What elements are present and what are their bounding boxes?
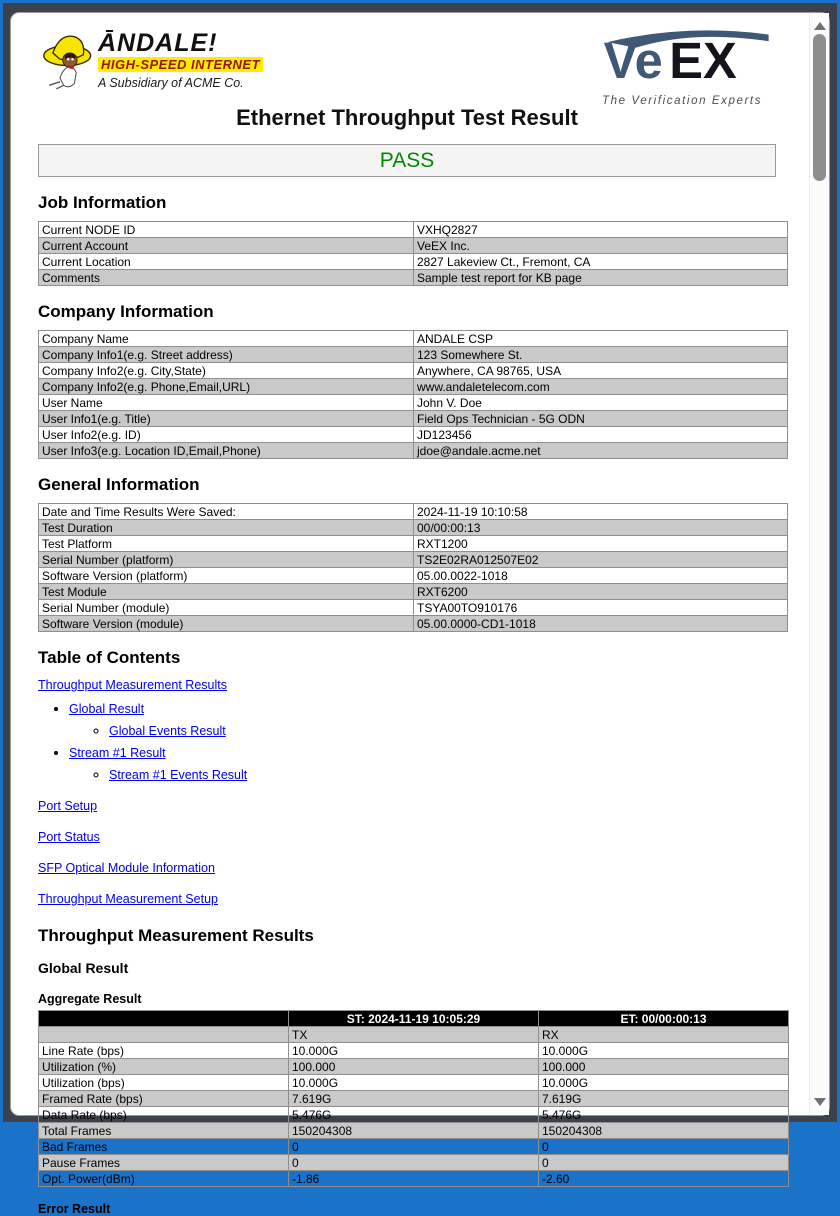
table-cell: Total Frames xyxy=(39,1123,289,1139)
table-cell: VXHQ2827 xyxy=(414,222,788,238)
table-cell: 05.00.0022-1018 xyxy=(414,568,788,584)
report-card xyxy=(10,12,830,1216)
status-banner xyxy=(38,144,776,177)
table-cell: Test Duration xyxy=(39,520,414,536)
table-cell: 10.000G xyxy=(539,1075,789,1091)
section-heading-company: Company Information xyxy=(38,302,214,321)
start-time-cell: ST: 2024-11-19 10:05:29 xyxy=(289,1011,539,1027)
andale-mouse-icon xyxy=(42,31,96,91)
toc-link-throughput-results[interactable]: Throughput Measurement Results xyxy=(38,678,227,692)
table-cell: 150204308 xyxy=(539,1123,789,1139)
veex-logo-icon xyxy=(602,29,774,89)
table-cell: Software Version (module) xyxy=(39,616,414,632)
table-cell: VeEX Inc. xyxy=(414,238,788,254)
table-cell: 0 xyxy=(539,1155,789,1171)
table-cell: Pause Frames xyxy=(39,1155,289,1171)
section-heading-toc: Table of Contents xyxy=(38,648,181,667)
table-cell: Current Account xyxy=(39,238,414,254)
table-cell: Serial Number (module) xyxy=(39,600,414,616)
table-cell: Software Version (platform) xyxy=(39,568,414,584)
table-cell: 5.476G xyxy=(289,1107,539,1123)
table-row xyxy=(39,568,788,584)
rx-column-header: RX xyxy=(539,1027,789,1043)
scroll-down-arrow-icon[interactable] xyxy=(814,1098,826,1106)
empty-header-cell xyxy=(39,1011,289,1027)
table-row xyxy=(39,254,788,270)
table-cell: User Name xyxy=(39,395,414,411)
table-row xyxy=(39,222,788,238)
table-cell: Company Info1(e.g. Street address) xyxy=(39,347,414,363)
table-row xyxy=(39,1043,789,1059)
table-cell: 2827 Lakeview Ct., Fremont, CA xyxy=(414,254,788,270)
table-row xyxy=(39,331,788,347)
table-cell: Utilization (%) xyxy=(39,1059,289,1075)
veex-tagline: The Verification Experts xyxy=(602,95,763,107)
toc-link-port-setup[interactable]: Port Setup xyxy=(38,799,98,813)
table-row xyxy=(39,552,788,568)
table-cell: Anywhere, CA 98765, USA xyxy=(414,363,788,379)
veex-logo xyxy=(602,29,774,107)
table-cell: 00/00:00:13 xyxy=(414,520,788,536)
table-cell: Data Rate (bps) xyxy=(39,1107,289,1123)
table-cell: -2.60 xyxy=(539,1171,789,1187)
table-cell: Current Location xyxy=(39,254,414,270)
table-cell: 2024-11-19 10:10:58 xyxy=(414,504,788,520)
company-information-table xyxy=(38,330,788,459)
table-cell: jdoe@andale.acme.net xyxy=(414,443,788,459)
table-cell: Comments xyxy=(39,270,414,286)
aggregate-time-header-row xyxy=(39,1011,789,1027)
table-row xyxy=(39,395,788,411)
table-row xyxy=(39,1091,789,1107)
table-cell: John V. Doe xyxy=(414,395,788,411)
subsection-heading-aggregate-result: Aggregate Result xyxy=(38,992,142,1006)
andale-name: ĀNDALE! xyxy=(98,29,218,57)
table-cell: 10.000G xyxy=(289,1075,539,1091)
toc-link-port-status[interactable]: Port Status xyxy=(38,830,100,844)
table-cell: 123 Somewhere St. xyxy=(414,347,788,363)
table-row xyxy=(39,1155,789,1171)
toc-link-throughput-setup[interactable]: Throughput Measurement Setup xyxy=(38,892,218,906)
table-cell: Company Name xyxy=(39,331,414,347)
table-cell: User Info1(e.g. Title) xyxy=(39,411,414,427)
table-cell: RXT6200 xyxy=(414,584,788,600)
general-information-table xyxy=(38,503,788,632)
empty-header-cell xyxy=(39,1027,289,1043)
table-row xyxy=(39,520,788,536)
table-row xyxy=(39,363,788,379)
table-cell: 10.000G xyxy=(289,1043,539,1059)
table-row xyxy=(39,1123,789,1139)
table-cell: ANDALE CSP xyxy=(414,331,788,347)
table-row xyxy=(39,443,788,459)
table-cell: 7.619G xyxy=(289,1091,539,1107)
table-row xyxy=(39,1107,789,1123)
table-cell: 7.619G xyxy=(539,1091,789,1107)
table-cell: Opt. Power(dBm) xyxy=(39,1171,289,1187)
table-of-contents xyxy=(38,676,776,908)
table-cell: Date and Time Results Were Saved: xyxy=(39,504,414,520)
andale-logo-text xyxy=(98,31,263,90)
subsection-heading-global-result: Global Result xyxy=(38,960,129,976)
table-cell: Sample test report for KB page xyxy=(414,270,788,286)
toc-link-sfp-optical-module[interactable]: SFP Optical Module Information xyxy=(38,861,215,875)
table-row xyxy=(39,504,788,520)
table-cell: JD123456 xyxy=(414,427,788,443)
table-cell: TSYA00TO910176 xyxy=(414,600,788,616)
table-cell: -1.86 xyxy=(289,1171,539,1187)
pass-status-text: PASS xyxy=(379,148,435,172)
table-row xyxy=(39,536,788,552)
table-cell: 05.00.0000-CD1-1018 xyxy=(414,616,788,632)
table-cell: 10.000G xyxy=(539,1043,789,1059)
table-cell: RXT1200 xyxy=(414,536,788,552)
table-row xyxy=(39,584,788,600)
table-row xyxy=(39,1075,789,1091)
table-row xyxy=(39,616,788,632)
svg-text:Ve: Ve xyxy=(603,31,663,89)
svg-text:EX: EX xyxy=(669,31,737,89)
table-cell: 0 xyxy=(289,1155,539,1171)
table-cell: 100.000 xyxy=(289,1059,539,1075)
aggregate-direction-header-row xyxy=(39,1027,789,1043)
toc-link-stream1-events-result[interactable]: Stream #1 Events Result xyxy=(109,768,248,782)
page-title: Ethernet Throughput Test Result xyxy=(236,105,578,130)
table-row xyxy=(39,270,788,286)
table-cell: Utilization (bps) xyxy=(39,1075,289,1091)
table-cell: 5.476G xyxy=(539,1107,789,1123)
table-row xyxy=(39,1171,789,1187)
aggregate-result-table xyxy=(38,1010,789,1187)
scrollbar-thumb[interactable] xyxy=(813,34,826,181)
table-cell: Company Info2(e.g. City,State) xyxy=(39,363,414,379)
toc-link-stream1-result[interactable]: Stream #1 Result xyxy=(69,746,166,760)
andale-logo xyxy=(42,31,263,91)
table-cell: 150204308 xyxy=(289,1123,539,1139)
table-row xyxy=(39,1059,789,1075)
table-cell: User Info2(e.g. ID) xyxy=(39,427,414,443)
report-content xyxy=(11,13,809,1216)
table-cell: Test Platform xyxy=(39,536,414,552)
tx-column-header: TX xyxy=(289,1027,539,1043)
table-cell: www.andaletelecom.com xyxy=(414,379,788,395)
table-row xyxy=(39,238,788,254)
table-cell: Bad Frames xyxy=(39,1139,289,1155)
scroll-up-arrow-icon[interactable] xyxy=(814,22,826,30)
table-cell: Test Module xyxy=(39,584,414,600)
section-heading-results: Throughput Measurement Results xyxy=(38,926,314,945)
table-cell: Framed Rate (bps) xyxy=(39,1091,289,1107)
table-row xyxy=(39,1139,789,1155)
table-cell: 0 xyxy=(289,1139,539,1155)
table-cell: Current NODE ID xyxy=(39,222,414,238)
table-cell: Line Rate (bps) xyxy=(39,1043,289,1059)
table-cell: TS2E02RA012507E02 xyxy=(414,552,788,568)
job-information-table xyxy=(38,221,788,286)
table-cell: User Info3(e.g. Location ID,Email,Phone) xyxy=(39,443,414,459)
section-heading-job: Job Information xyxy=(38,193,167,212)
vertical-scrollbar[interactable] xyxy=(809,13,829,1115)
end-time-cell: ET: 00/00:00:13 xyxy=(539,1011,789,1027)
toc-link-global-events-result[interactable]: Global Events Result xyxy=(109,724,226,738)
toc-link-global-result[interactable]: Global Result xyxy=(69,702,145,716)
table-cell: 100.000 xyxy=(539,1059,789,1075)
table-row xyxy=(39,379,788,395)
table-row xyxy=(39,427,788,443)
table-row xyxy=(39,347,788,363)
andale-slogan: HIGH-SPEED INTERNET xyxy=(98,57,263,72)
table-cell: Company Info2(e.g. Phone,Email,URL) xyxy=(39,379,414,395)
subsection-heading-error-result: Error Result xyxy=(38,1202,111,1216)
report-header xyxy=(38,29,776,107)
table-row xyxy=(39,600,788,616)
andale-subsidiary: A Subsidiary of ACME Co. xyxy=(98,76,244,90)
table-cell: 0 xyxy=(539,1139,789,1155)
table-cell: Field Ops Technician - 5G ODN xyxy=(414,411,788,427)
table-cell: Serial Number (platform) xyxy=(39,552,414,568)
section-heading-general: General Information xyxy=(38,475,200,494)
table-row xyxy=(39,411,788,427)
